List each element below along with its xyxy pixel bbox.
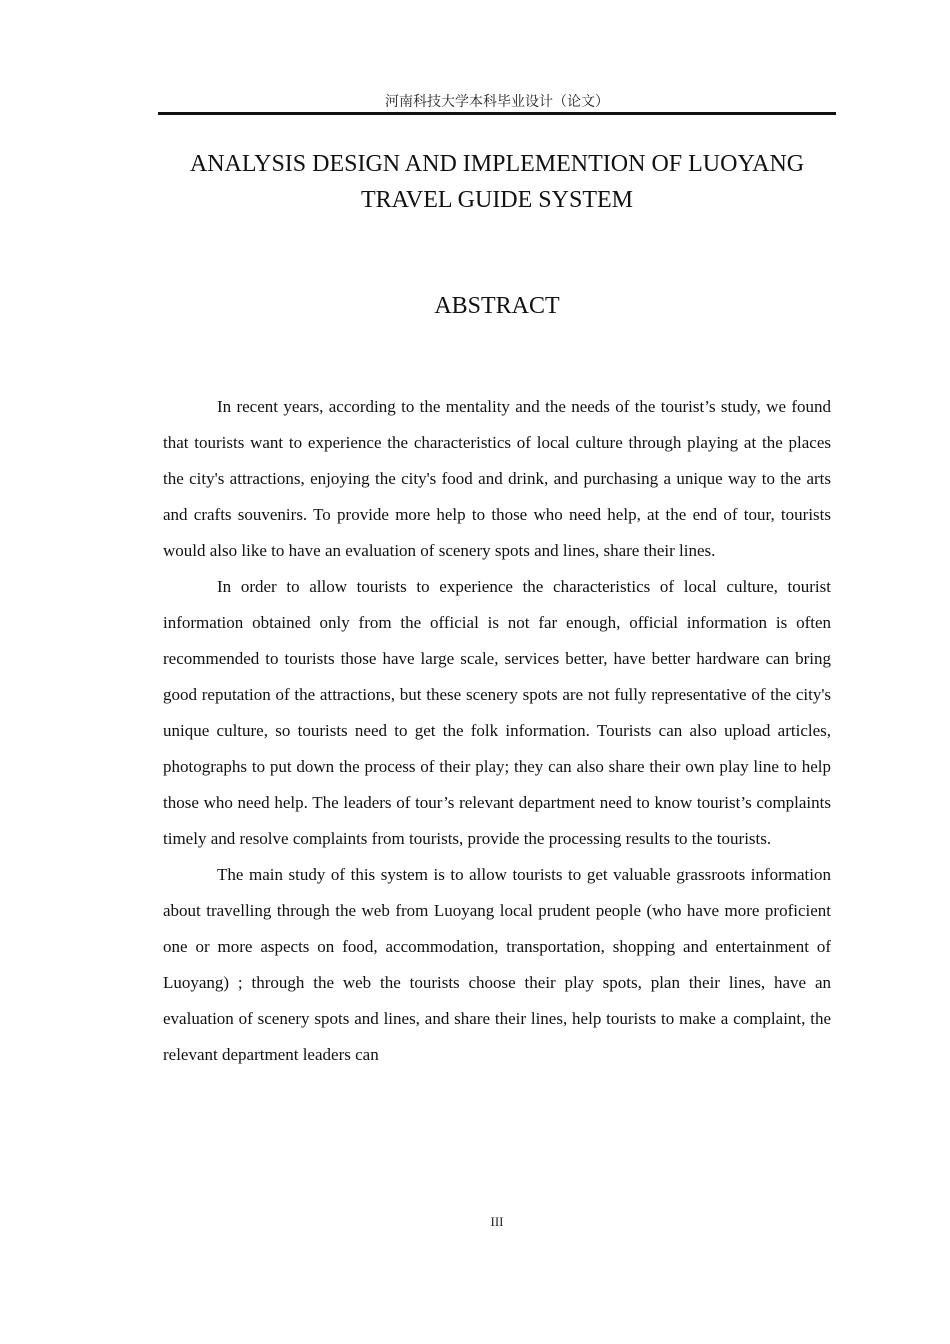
thesis-title-line-2: TRAVEL GUIDE SYSTEM (360, 187, 633, 213)
abstract-paragraph-3: The main study of this system is to allow tourists to get valuable grassroots information about travelling through the web from Luoyang local prudent people (who have more proficient one or more aspects on food, accommodation, transportation, shopping and entertainment of Luoyang) ; through the web the tourists choose their play spots, plan their lines, have an evaluation of scenery spots and lines, and share their lines, help tourists to make a complaint, the relevant department leaders can (163, 865, 831, 1064)
abstract-paragraph-1: In recent years, according to the mentality and the needs of the tourist’s study, we found that tourists want to experience the characteristics of local culture through playing at the places the city's attractions, enjoying the city's food and drink, and purchasing a unique way to the arts and crafts souvenirs. To provide more help to those who need help, at the end of tour, tourists would also like to have an evaluation of scenery spots and lines, share their lines. (163, 397, 831, 560)
header-rule (158, 112, 836, 115)
thesis-title-line-1: ANALYSIS DESIGN AND IMPLEMENTION OF LUOYANG (189, 151, 805, 177)
abstract-heading: ABSTRACT (434, 293, 560, 319)
abstract-body (163, 389, 831, 1180)
page-number: III (490, 1214, 504, 1229)
running-header: 河南科技大学本科毕业设计（论文） (385, 95, 609, 110)
abstract-paragraph-2: In order to allow tourists to experience the characteristics of local culture, tourist information obtained only from the official is not far enough, official information is often recommended to tourists those have large scale, services better, have better hardware can bring good reputation of the attractions, but these scenery spots are not fully representative of the city's unique culture, so tourists need to get the folk information. Tourists can also upload articles, photographs to put down the process of their play; they can also share their own play line to help those who need help. The leaders of tour’s relevant department need to know tourist’s complaints timely and resolve complaints from tourists, provide the processing results to the tourists. (163, 577, 831, 848)
thesis-title (150, 146, 844, 218)
